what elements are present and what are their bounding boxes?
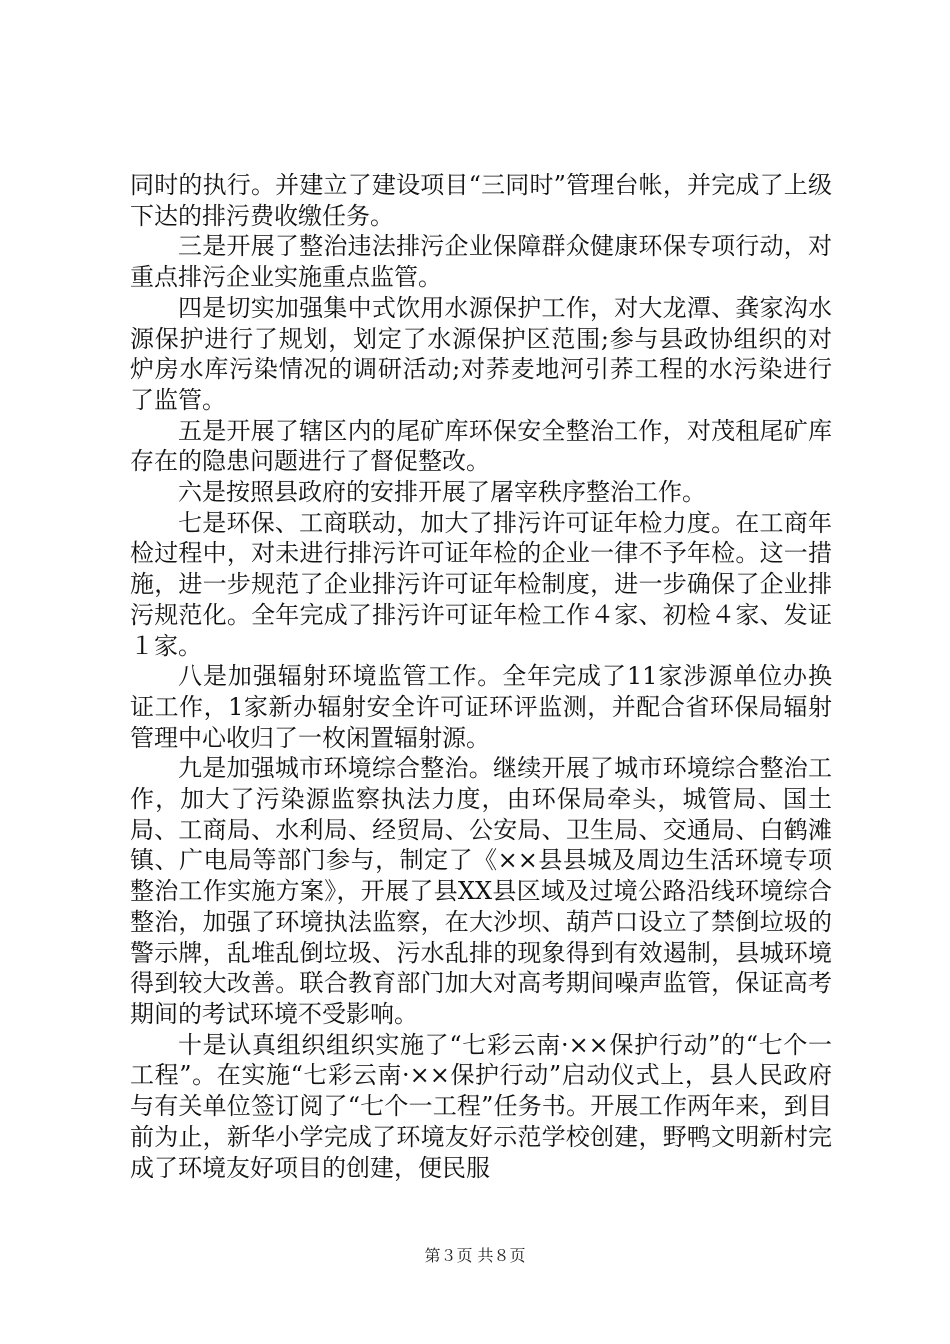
paragraph-item-4: 四是切实加强集中式饮用水源保护工作，对大龙潭、龚家沟水源保护进行了规划，划定了水源保护区范围;参与县政协组织的对炉房水库污染情况的调研活动;对荞麦地河引荞工程的水污染进行了监管。 <box>130 293 832 414</box>
paragraph-item-10: 十是认真组织组织实施了“七彩云南·××保护行动”的“七个一工程”。在实施“七彩云南·××保护行动”启动仪式上，县人民政府与有关单位签订阅了“七个一工程”任务书。开展工作两年来，到目前为止，新华小学完成了环境友好示范学校创建，野鸭文明新村完成了环境友好项目的创建，便民服 <box>130 1030 832 1182</box>
paragraph-item-8: 八是加强辐射环境监管工作。全年完成了11家涉源单位办换证工作，1家新办辐射安全许可证环评监测，并配合省环保局辐射管理中心收归了一枚闲置辐射源。 <box>130 662 832 752</box>
document-body <box>130 170 832 1183</box>
paragraph-item-3: 三是开展了整治违法排污企业保障群众健康环保专项行动，对重点排污企业实施重点监管。 <box>130 232 832 292</box>
paragraph-item-6: 六是按照县政府的安排开展了屠宰秩序整治工作。 <box>178 478 706 507</box>
paragraph-item-9: 九是加强城市环境综合整治。继续开展了城市环境综合整治工作，加大了污染源监察执法力度，由环保局牵头，城管局、国土局、工商局、水利局、经贸局、公安局、卫生局、交通局、白鹤滩镇、广电局等部门参与，制定了《××县县城及周边生活环境专项整治工作实施方案》，开展了县XX县区域及过境公路沿线环境综合整治，加强了环境执法监察，在大沙坝、葫芦口设立了禁倒垃圾的警示牌，乱堆乱倒垃圾、污水乱排的现象得到有效遏制，县城环境得到较大改善。联合教育部门加大对高考期间噪声监管，保证高考期间的考试环境不受影响。 <box>130 754 832 1028</box>
paragraph-continuation: 同时的执行。并建立了建设项目“三同时”管理台帐，并完成了上级下达的排污费收缴任务。 <box>130 171 832 230</box>
paragraph-item-7: 七是环保、工商联动，加大了排污许可证年检力度。在工商年检过程中，对未进行排污许可证年检的企业一律不予年检。这一措施，进一步规范了企业排污许可证年检制度，进一步确保了企业排污规范化。全年完成了排污许可证年检工作４家、初检４家、发证１家。 <box>130 508 832 660</box>
page-footer <box>0 1243 950 1266</box>
page-number-label: 第３页 共８页 <box>424 1246 526 1265</box>
paragraph-item-5: 五是开展了辖区内的尾矿库环保安全整治工作，对茂租尾矿库存在的隐患问题进行了督促整改。 <box>130 416 832 476</box>
